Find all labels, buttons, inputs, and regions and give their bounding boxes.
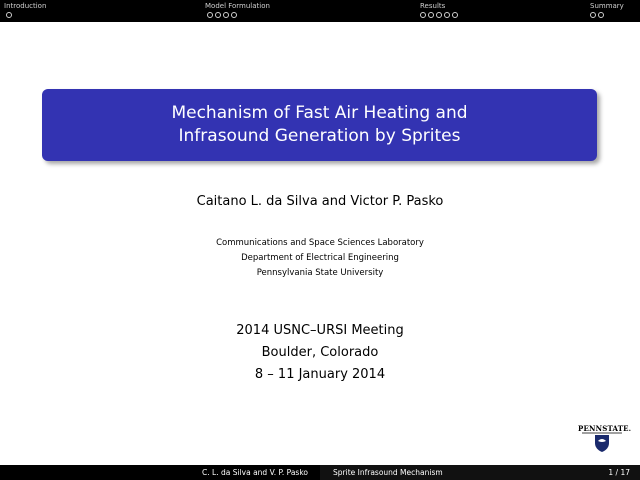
nav-dots-model-formulation [207, 12, 237, 18]
nav-dot-icon[interactable] [420, 12, 426, 18]
footer-authors-panel [0, 465, 320, 480]
title-line-1: Mechanism of Fast Air Heating and [171, 103, 468, 123]
nav-dot-icon[interactable] [215, 12, 221, 18]
footer-title: Sprite Infrasound Mechanism [333, 468, 443, 477]
nav-dot-icon[interactable] [452, 12, 458, 18]
nav-dot-icon[interactable] [223, 12, 229, 18]
nav-section-summary[interactable]: Summary [590, 2, 624, 10]
nav-section-results[interactable]: Results [420, 2, 446, 10]
nav-dots-introduction [6, 12, 12, 18]
nav-section-introduction[interactable]: Introduction [4, 2, 47, 10]
nav-dot-icon[interactable] [444, 12, 450, 18]
event-name: 2014 USNC–URSI Meeting [236, 323, 404, 338]
nav-dot-icon[interactable] [428, 12, 434, 18]
nav-dots-summary [590, 12, 604, 18]
nav-dot-icon[interactable] [598, 12, 604, 18]
nav-dots-results [420, 12, 458, 18]
navigation-bar [0, 0, 640, 22]
shield-icon [578, 424, 632, 454]
footer-bar [0, 465, 640, 480]
nav-section-model-formulation[interactable]: Model Formulation [205, 2, 270, 10]
nav-dot-icon[interactable] [590, 12, 596, 18]
title-box [42, 89, 597, 161]
institution [0, 236, 640, 281]
nav-dot-icon[interactable] [231, 12, 237, 18]
institution-lab: Communications and Space Sciences Laboratory [216, 238, 424, 248]
event [0, 320, 640, 386]
event-location: Boulder, Colorado [261, 345, 379, 360]
nav-dot-icon[interactable] [436, 12, 442, 18]
authors: Caitano L. da Silva and Victor P. Pasko [196, 194, 444, 209]
nav-dot-icon[interactable] [207, 12, 213, 18]
institution-department: Department of Electrical Engineering [241, 253, 399, 263]
footer-page-number: 1 / 17 [608, 468, 630, 477]
logo-wordmark: PENNSTATE. [578, 424, 632, 433]
title-line-2: Infrasound Generation by Sprites [178, 126, 461, 146]
nav-dot-icon[interactable] [6, 12, 12, 18]
footer-authors: C. L. da Silva and V. P. Pasko [202, 468, 308, 477]
institution-university: Pennsylvania State University [256, 268, 384, 278]
pennstate-logo [578, 424, 632, 454]
event-date: 8 – 11 January 2014 [254, 367, 386, 382]
